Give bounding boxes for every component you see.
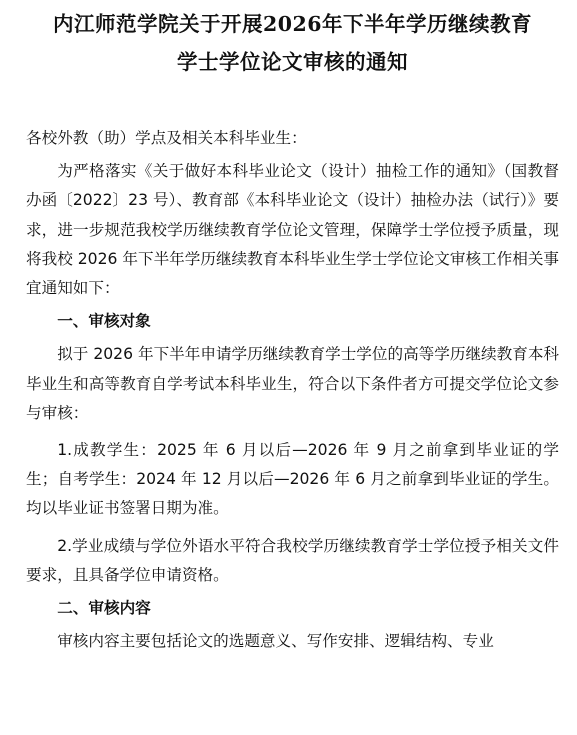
condition-item-2: 2.学业成绩与学位外语水平符合我校学历继续教育学士学位授予相关文件要求，且具备学位申请资格。: [26, 536, 559, 584]
condition-item-1: 1.成教学生：2025 年 6 月以后—2026 年 9 月之前拿到毕业证的学生；自考学生：2024 年 12 月以后—2026 年 6 月之前拿到毕业证的学生。均以毕业证书签署日期为准。: [26, 441, 559, 518]
document-title-line1: 内江师范学院关于开展2026年下半年学历继续教育: [52, 12, 533, 36]
document-body: [26, 124, 559, 656]
salutation: 各校外教（助）学点及相关本科毕业生：: [26, 129, 307, 147]
intro-paragraph: 为严格落实《关于做好本科毕业论文（设计）抽检工作的通知》（国教督办函〔2022〕23 号）、教育部《本科毕业论文（设计）抽检办法（试行）》要求，进一步规范我校学历继续教育学位论文管理，保障学士学位授予质量，现将我校 2026 年下半年学历继续教育本科毕业生学士学位论文审核工作相关事宜通知如下：: [26, 162, 560, 298]
section-heading-audit-targets: 一、审核对象: [57, 312, 151, 331]
document-title-line2: 学士学位论文审核的通知: [177, 50, 408, 74]
section1-paragraph: 拟于 2026 年下半年申请学历继续教育学士学位的高等学历继续教育本科毕业生和高等教育自学考试本科毕业生，符合以下条件者方可提交学位论文参与审核：: [26, 345, 560, 422]
section-heading-audit-content: 二、审核内容: [57, 599, 151, 618]
section2-paragraph: 审核内容主要包括论文的选题意义、写作安排、逻辑结构、专业: [57, 632, 494, 651]
